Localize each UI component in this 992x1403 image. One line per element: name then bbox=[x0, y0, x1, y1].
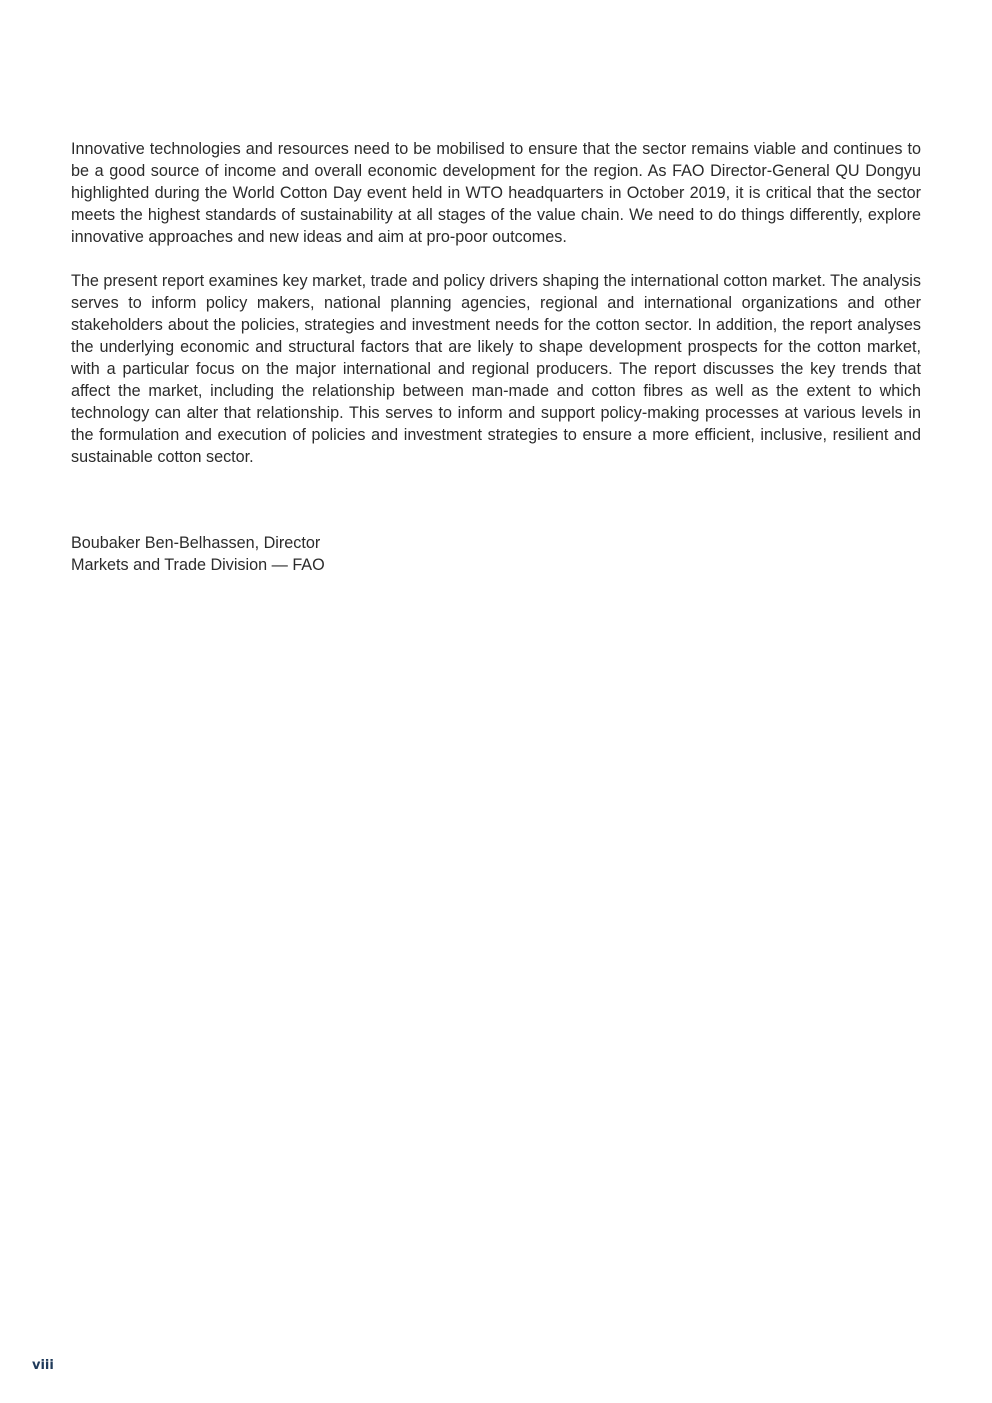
page-number: viii bbox=[32, 1358, 54, 1373]
paragraph-1: Innovative technologies and resources need to be mobilised to ensure that the sector remains viable and continues to be a good source of income and overall economic development for the region. As FAO Director-General QU Dongyu highlighted during the World Cotton Day event held in WTO headquarters in October 2019, it is critical that the sector meets the highest standards of sustainability at all stages of the value chain. We need to do things differently, explore innovative approaches and new ideas and aim at pro-poor outcomes. bbox=[71, 140, 921, 246]
signature-block bbox=[71, 532, 325, 576]
body-text bbox=[71, 138, 921, 468]
signature-name: Boubaker Ben-Belhassen, Director bbox=[71, 534, 321, 552]
paragraph-2: The present report examines key market, trade and policy drivers shaping the international cotton market. The analysis serves to inform policy makers, national planning agencies, regional and international organizations and other stakeholders about the policies, strategies and investment needs for the cotton sector. In addition, the report analyses the underlying economic and structural factors that are likely to shape development prospects for the cotton market, with a particular focus on the major international and regional producers. The report discusses the key trends that affect the market, including the relationship between man-made and cotton fibres as well as the extent to which technology can alter that relationship. This serves to inform and support policy-making processes at various levels in the formulation and execution of policies and investment strategies to ensure a more efficient, inclusive, resilient and sustainable cotton sector. bbox=[71, 272, 921, 466]
signature-division: Markets and Trade Division — FAO bbox=[71, 556, 325, 574]
